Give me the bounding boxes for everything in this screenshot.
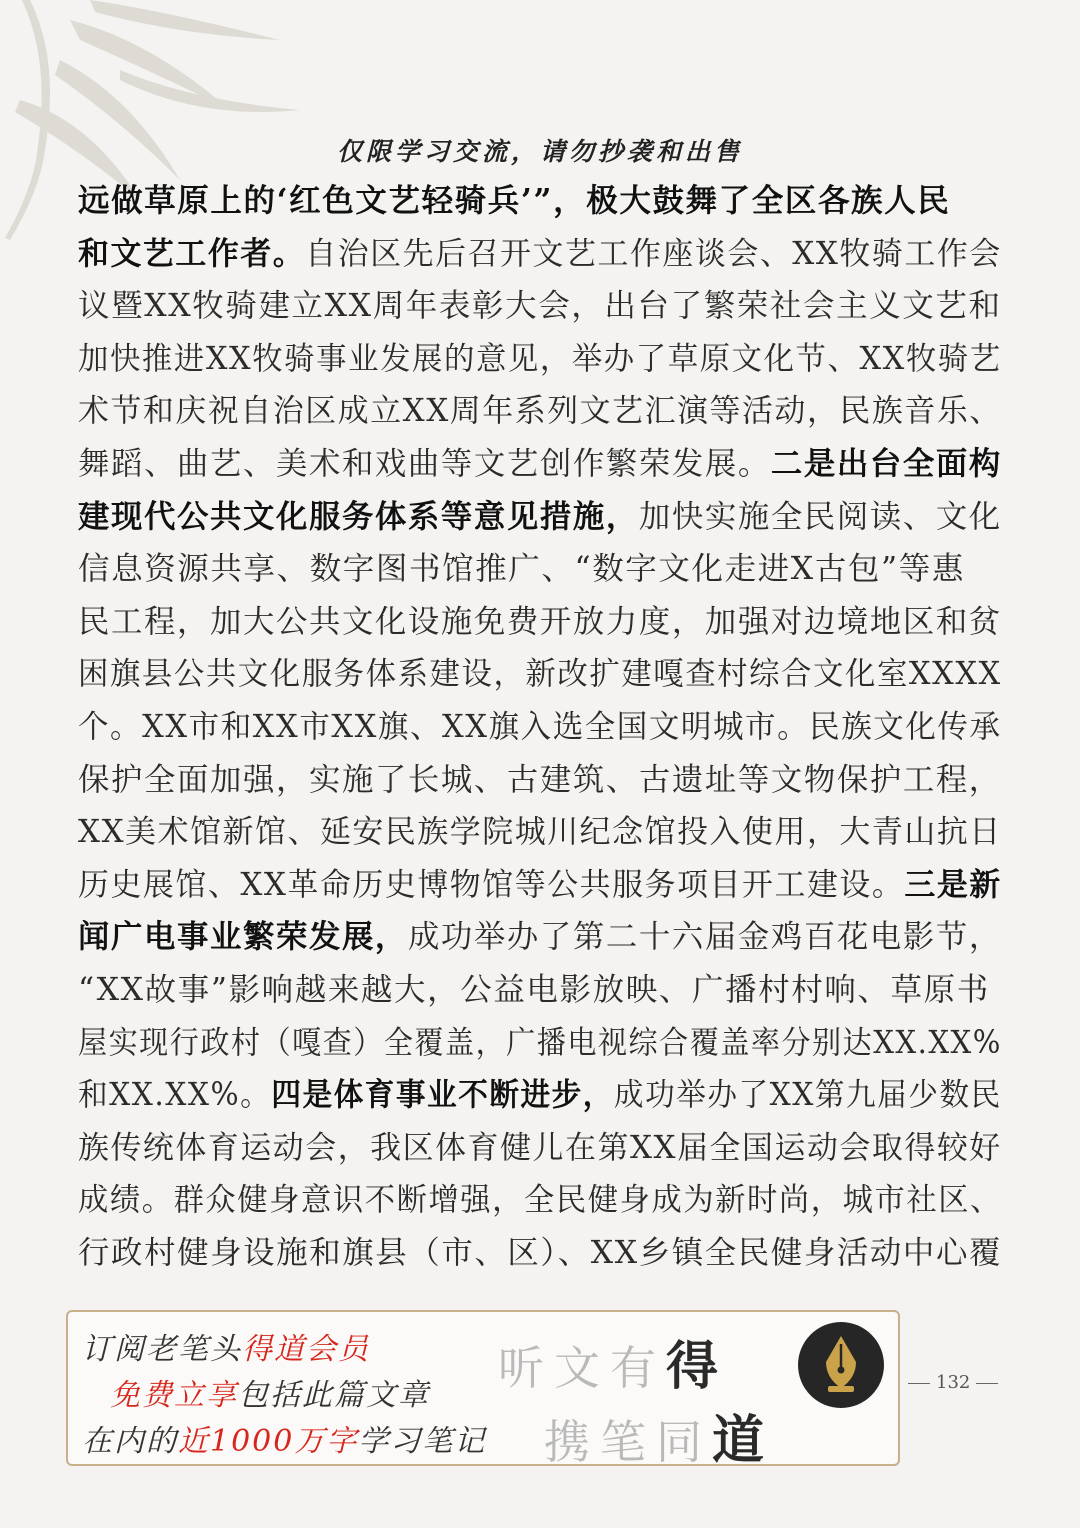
banner-line-2 [110, 1370, 430, 1414]
text-segment: 个。XX市和XX市XX旗、XX旗入选全国文明城市。民族文化传承 [78, 708, 1002, 745]
slogan-2 [544, 1398, 774, 1473]
slogan-1 [498, 1324, 728, 1399]
text-line [78, 333, 1002, 386]
text-line [78, 543, 1002, 596]
text-segment: 成功举办了XX第九届少数民 [613, 1077, 1002, 1114]
bold-text-segment: 四是体育事业不断进步， [271, 1076, 614, 1114]
bold-text-segment: 二是出台全面构 [770, 444, 1002, 482]
banner-line-1 [82, 1324, 370, 1368]
bold-text-segment: 闻广电事业繁荣发展， [78, 918, 408, 956]
banner-text: 订阅老笔头 [82, 1332, 242, 1367]
text-segment: 保护全面加强，实施了长城、古建筑、古遗址等文物保护工程， [78, 761, 1002, 798]
text-line [78, 1174, 1002, 1227]
text-line [78, 806, 1002, 859]
text-segment: 术节和庆祝自治区成立XX周年系列文艺汇演等活动，民族音乐、 [78, 393, 1002, 430]
promo-banner[interactable] [66, 1310, 900, 1471]
text-line [78, 964, 1002, 1017]
text-line [78, 754, 1002, 807]
bold-text-segment: 三是新 [904, 865, 1002, 903]
text-line [78, 1227, 1003, 1280]
text-line [78, 385, 1002, 438]
text-line [78, 1017, 1002, 1070]
text-segment: 和XX.XX%。 [78, 1077, 272, 1114]
bold-text-segment: 远做草原上的‘红色文艺轻骑兵’”，极大鼓舞了全区各族人民 [78, 182, 951, 219]
slogan-light: 听文有 [498, 1341, 666, 1395]
banner-highlight: 免费立享 [110, 1378, 238, 1413]
slogan-light: 携笔同 [544, 1415, 712, 1469]
page-number-value: 132 [936, 1372, 971, 1393]
page-number [902, 1372, 1002, 1393]
text-line [78, 175, 1002, 228]
text-segment: 族传统体育运动会，我区体育健儿在第XX届全国运动会取得较好 [78, 1129, 1002, 1166]
text-segment: 行政村健身设施和旗县（市、区）、XX乡镇全民健身活动中心覆 [78, 1234, 1003, 1271]
banner-text: 包括此篇文章 [238, 1378, 430, 1413]
text-line [78, 1069, 1002, 1122]
text-line [78, 648, 1002, 701]
text-segment: 议暨XX牧骑建立XX周年表彰大会，出台了繁荣社会主义文艺和 [78, 288, 1002, 325]
text-line [78, 911, 1002, 964]
text-line [78, 596, 1002, 649]
banner-highlight: 得道会员 [242, 1332, 370, 1367]
text-segment: 困旗县公共文化服务体系建设，新改扩建嘎查村综合文化室XXXX [78, 656, 1002, 693]
text-segment: 加快推进XX牧骑事业发展的意见，举办了草原文化节、XX牧骑艺 [78, 340, 1002, 377]
bold-text-segment: 和文艺工作者。 [78, 234, 306, 272]
page-number-dash-left [908, 1383, 930, 1384]
banner-text: 学习笔记 [358, 1424, 487, 1459]
text-segment: 成功举办了第二十六届金鸡百花电影节， [407, 919, 1002, 956]
bold-text-segment: 建现代公共文化服务体系等意见措施， [78, 497, 639, 535]
banner-text: 在内的 [82, 1424, 178, 1459]
page-number-dash-right [976, 1383, 998, 1384]
text-segment: 加快实施全民阅读、文化 [638, 498, 1002, 535]
text-line [78, 228, 1002, 281]
text-line [78, 491, 1002, 544]
body-text [78, 175, 1002, 1279]
slogan-dark: 道 [712, 1410, 775, 1471]
text-line [78, 280, 1002, 333]
text-segment: “XX故事”影响越来越大，公益电影放映、广播村村响、草原书 [78, 971, 990, 1008]
banner-highlight: 近1000万字 [178, 1424, 359, 1459]
text-line [78, 438, 1002, 491]
slogan-dark: 得 [666, 1336, 729, 1397]
text-segment: 屋实现行政村（嘎查）全覆盖，广播电视综合覆盖率分别达XX.XX% [78, 1024, 1002, 1061]
header-notice: 仅限学习交流，请勿抄袭和出售 [336, 137, 743, 166]
text-segment: 历史展馆、XX革命历史博物馆等公共服务项目开工建设。 [78, 866, 905, 903]
fountain-pen-nib-icon [798, 1322, 884, 1408]
text-segment: 成绩。群众健身意识不断增强，全民健身成为新时尚，城市社区、 [78, 1182, 1002, 1219]
text-segment: 信息资源共享、数字图书馆推广、“数字文化走进X古包”等惠 [78, 551, 965, 588]
text-line [78, 701, 1002, 754]
text-line [78, 859, 1002, 912]
text-line [78, 1122, 1002, 1175]
text-segment: 民工程，加大公共文化设施免费开放力度，加强对边境地区和贫 [78, 603, 1002, 640]
banner-line-3 [82, 1416, 486, 1460]
text-segment: 自治区先后召开文艺工作座谈会、XX牧骑工作会 [305, 235, 1002, 272]
text-segment: 舞蹈、曲艺、美术和戏曲等文艺创作繁荣发展。 [78, 445, 771, 482]
text-segment: XX美术馆新馆、延安民族学院城川纪念馆投入使用，大青山抗日 [78, 814, 1002, 851]
